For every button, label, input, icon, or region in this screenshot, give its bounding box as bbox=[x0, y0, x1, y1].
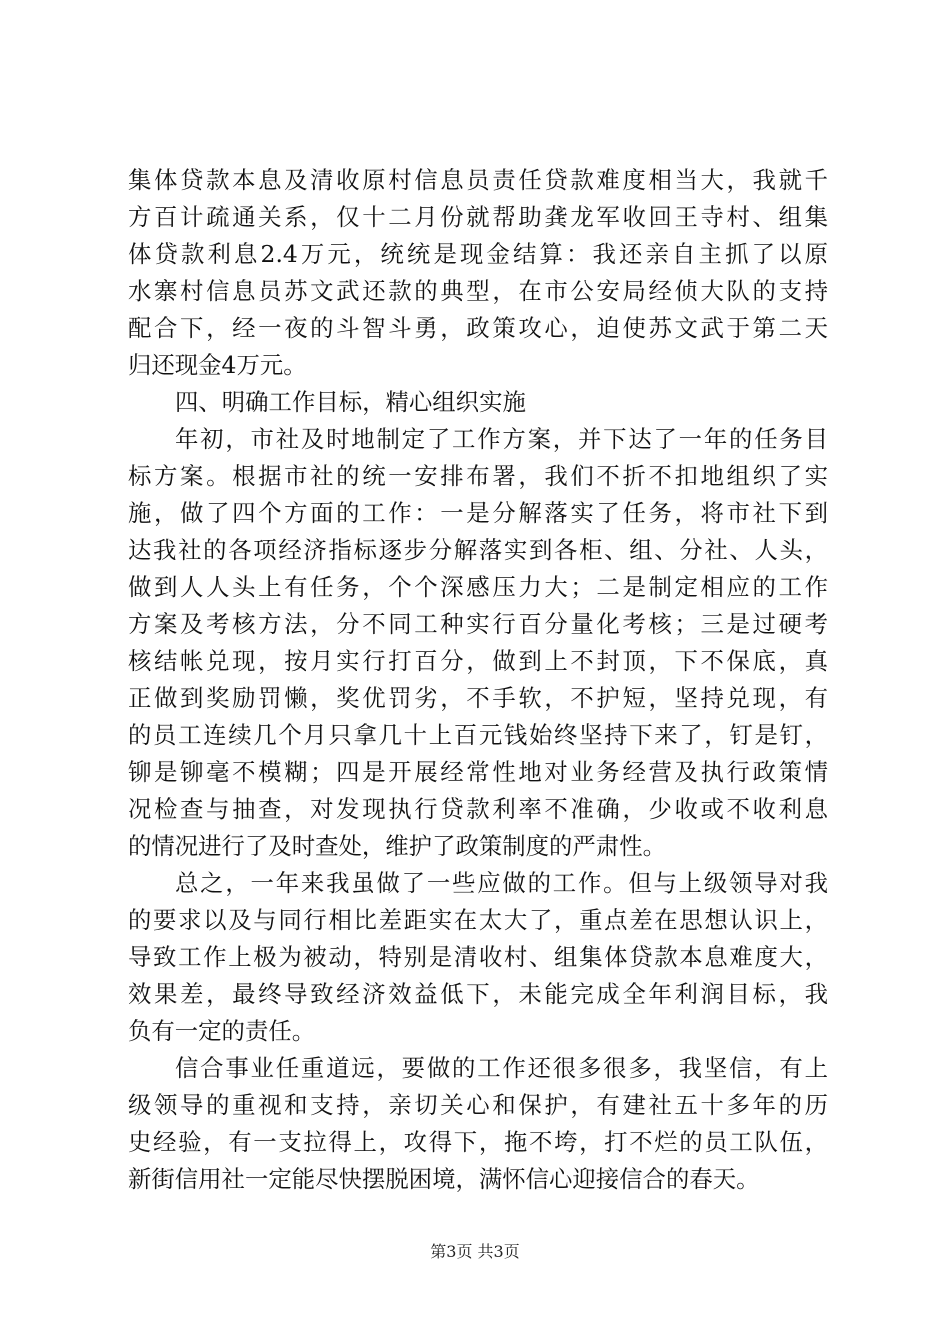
text-line: 信合事业任重道远，要做的工作还很多很多，我坚信，有上 bbox=[175, 1054, 828, 1082]
paragraph bbox=[128, 1050, 828, 1198]
text-line: 核结帐兑现，按月实行打百分，做到上不封顶，下不保底，真 bbox=[128, 647, 828, 675]
paragraph bbox=[128, 162, 828, 384]
text-line: 归还现金4万元。 bbox=[128, 351, 307, 379]
heading-text: 四、明确工作目标，精心组织实施 bbox=[175, 388, 526, 416]
text-line: 的情况进行了及时查处，维护了政策制度的严肃性。 bbox=[128, 832, 666, 860]
page-footer bbox=[0, 1241, 950, 1263]
text-line: 的要求以及与同行相比差距实在太大了，重点差在思想认识上， bbox=[128, 906, 828, 934]
text-line: 况检查与抽查，对发现执行贷款利率不准确，少收或不收利息 bbox=[128, 795, 828, 823]
text-line: 方案及考核方法，分不同工种实行百分量化考核；三是过硬考 bbox=[128, 610, 828, 638]
paragraph bbox=[128, 421, 828, 865]
page-number: 第3页 共3页 bbox=[430, 1242, 520, 1261]
text-line: 做到人人头上有任务，个个深感压力大；二是制定相应的工作 bbox=[128, 573, 828, 601]
text-line: 导致工作上极为被动，特别是清收村、组集体贷款本息难度大， bbox=[128, 943, 828, 971]
document-body bbox=[128, 162, 828, 1198]
text-line: 正做到奖励罚懒，奖优罚劣，不手软，不护短，坚持兑现，有 bbox=[128, 684, 828, 712]
text-line: 史经验，有一支拉得上，攻得下，拖不垮，打不烂的员工队伍， bbox=[128, 1128, 828, 1156]
text-line: 负有一定的责任。 bbox=[128, 1017, 316, 1045]
text-line: 体贷款利息2.4万元，统统是现金结算：我还亲自主抓了以原 bbox=[128, 240, 828, 268]
text-line: 级领导的重视和支持，亲切关心和保护，有建社五十多年的历 bbox=[128, 1091, 828, 1119]
text-line: 方百计疏通关系，仅十二月份就帮助龚龙军收回王寺村、组集 bbox=[128, 203, 828, 231]
text-line: 配合下，经一夜的斗智斗勇，政策攻心，迫使苏文武于第二天 bbox=[128, 314, 828, 342]
text-line: 水寨村信息员苏文武还款的典型，在市公安局经侦大队的支持 bbox=[128, 277, 828, 305]
text-line: 效果差，最终导致经济效益低下，未能完成全年利润目标，我 bbox=[128, 980, 828, 1008]
paragraph bbox=[128, 865, 828, 1050]
text-line: 铆是铆毫不模糊；四是开展经常性地对业务经营及执行政策情 bbox=[128, 758, 828, 786]
text-line: 施，做了四个方面的工作：一是分解落实了任务，将市社下到 bbox=[128, 499, 828, 527]
text-line: 的员工连续几个月只拿几十上百元钱始终坚持下来了，钉是钉， bbox=[128, 721, 828, 749]
text-line: 年初，市社及时地制定了工作方案，并下达了一年的任务目 bbox=[175, 425, 828, 453]
text-line: 集体贷款本息及清收原村信息员责任贷款难度相当大，我就千 bbox=[128, 166, 828, 194]
text-line: 标方案。根据市社的统一安排布署，我们不折不扣地组织了实 bbox=[128, 462, 828, 490]
text-line: 达我社的各项经济指标逐步分解落实到各柜、组、分社、人头， bbox=[128, 536, 828, 564]
section-heading bbox=[128, 384, 828, 421]
text-line: 新街信用社一定能尽快摆脱困境，满怀信心迎接信合的春天。 bbox=[128, 1165, 760, 1193]
text-line: 总之，一年来我虽做了一些应做的工作。但与上级领导对我 bbox=[175, 869, 828, 897]
